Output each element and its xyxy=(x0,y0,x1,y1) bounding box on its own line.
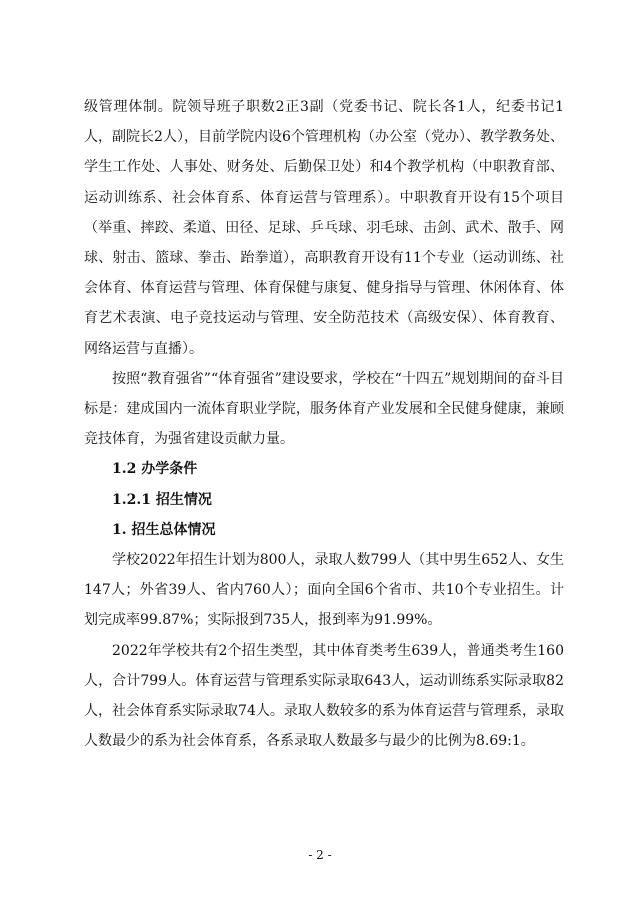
paragraph-enrollment-types: 2022年学校共有2个招生类型，其中体育类考生639人，普通类考生160人，合计799人。体育运营与管理系实际录取643人，运动训练系实际录取82人，社会体育系实际录取74人。录取人数较多的系为体育运营与管理系，录取人数最少的系为社会体育系，各系录取人数最多与最少的比例为8.69:1。 xyxy=(84,642,564,750)
heading-enrollment: 1.2.1 招生情况 xyxy=(112,491,212,508)
heading-enrollment-overview: 1. 招生总体情况 xyxy=(112,521,216,538)
paragraph-enrollment-plan: 学校2022年招生计划为800人，录取人数799人（其中男生652人、女生147人；外省39人、省内760人）；面向全国6个省市、共10个专业招生。计划完成率99.87%；实际报到735人，报到率为91.99%。 xyxy=(84,552,564,629)
page-number: - 2 - xyxy=(308,848,332,862)
paragraph-development-goal: 按照“教育强省”“体育强省”建设要求，学校在“十四五”规划期间的奋斗目标是：建成国内一流体育职业学院，服务体育产业发展和全民健身健康，兼顾竞技体育，为强省建设贡献力量。 xyxy=(84,370,564,448)
page-content xyxy=(84,92,564,756)
paragraph-management-structure: 级管理体制。院领导班子职数2正3副（党委书记、院长各1人，纪委书记1人，副院长2人），目前学院内设6个管理机构（办公室（党办）、教学教务处、学生工作处、人事处、财务处、后勤保卫处）和4个教学机构（中职教育部、运动训练系、社会体育系、体育运营与管理系）。中职教育开设有15个项目（举重、摔跤、柔道、田径、足球、乒乓球、羽毛球、击剑、武术、散手、网球、射击、篮球、拳击、跆拳道），高职教育开设有11个专业（运动训练、社会体育、体育运营与管理、体育保健与康复、健身指导与管理、休闲体育、体育艺术表演、电子竞技运动与管理、安全防范技术（高级安保）、体育教育、网络运营与直播）。 xyxy=(84,99,564,357)
heading-school-conditions: 1.2 办学条件 xyxy=(112,461,198,478)
